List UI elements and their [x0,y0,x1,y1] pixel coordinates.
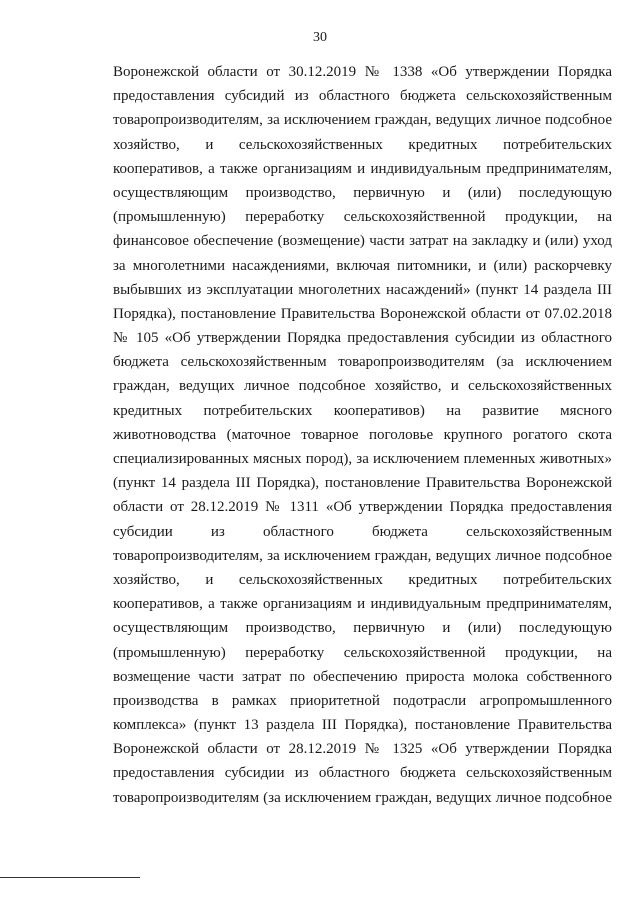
text-line: области от 28.12.2019 № 1311 «Об утверждении Порядка предоставления [113,499,612,516]
text-line: финансовое обеспечение (возмещение) части затрат на закладку и (или) уход [113,233,612,250]
text-line: специализированных мясных пород), за исключением племенных животных» [113,451,612,467]
text-line: хозяйство, и сельскохозяйственных кредитных потребительских [113,571,612,588]
text-line: (пункт 14 раздела III Порядка), постановление Правительства Воронежской [113,475,612,492]
text-line: бюджета сельскохозяйственным товаропроизводителям (за исключением [113,354,612,371]
text-line: производства в рамках приоритетной подотрасли агропромышленного [113,692,612,709]
text-line: граждан, ведущих личное подсобное хозяйство, и сельскохозяйственных [113,378,612,395]
text-line: Воронежской области от 30.12.2019 № 1338 «Об утверждении Порядка [113,64,612,80]
text-line: (промышленную) переработку сельскохозяйственной продукции, на [113,209,612,226]
text-line: (промышленную) переработку сельскохозяйственной продукции, на [113,644,612,661]
text-line: животноводства (маточное товарное поголовье крупного рогатого скота [113,426,612,443]
text-line: товаропроизводителям, за исключением граждан, ведущих личное подсобное [113,112,612,129]
text-line: субсидии из областного бюджета сельскохозяйственным [113,523,612,540]
text-line: выбывших из эксплуатации многолетних насаждений» (пункт 14 раздела III [113,281,612,298]
text-line: Порядка), постановление Правительства Воронежской области от 07.02.2018 [113,305,612,322]
footnote-separator-line [0,877,140,878]
text-line: предоставления субсидий из областного бюджета сельскохозяйственным [113,88,612,105]
text-line: кооперативов, а также организациям и индивидуальным предпринимателям, [113,596,612,613]
text-line: осуществляющим производство, первичную и (или) последующую [113,184,612,201]
document-body [113,60,612,810]
text-line: за многолетними насаждениями, включая питомники, и (или) раскорчевку [113,257,612,274]
text-line: комплекса» (пункт 13 раздела III Порядка), постановление Правительства [113,717,612,734]
text-line: Воронежской области от 28.12.2019 № 1325 «Об утверждении Порядка [113,741,612,758]
text-line: товаропроизводителям (за исключением граждан, ведущих личное подсобное [113,789,612,806]
text-line: осуществляющим производство, первичную и (или) последующую [113,620,612,637]
text-line: товаропроизводителям, за исключением граждан, ведущих личное подсобное [113,547,612,564]
text-line: кооперативов, а также организациям и индивидуальным предпринимателям, [113,160,612,177]
text-line: предоставления субсидии из областного бюджета сельскохозяйственным [113,765,612,782]
text-line: хозяйство, и сельскохозяйственных кредитных потребительских [113,136,612,153]
text-line: возмещение части затрат по обеспечению прироста молока собственного [113,668,612,685]
text-line: кредитных потребительских кооперативов) на развитие мясного [113,402,612,419]
page-number: 30 [313,30,327,45]
text-line: № 105 «Об утверждении Порядка предоставления субсидии из областного [113,330,612,347]
